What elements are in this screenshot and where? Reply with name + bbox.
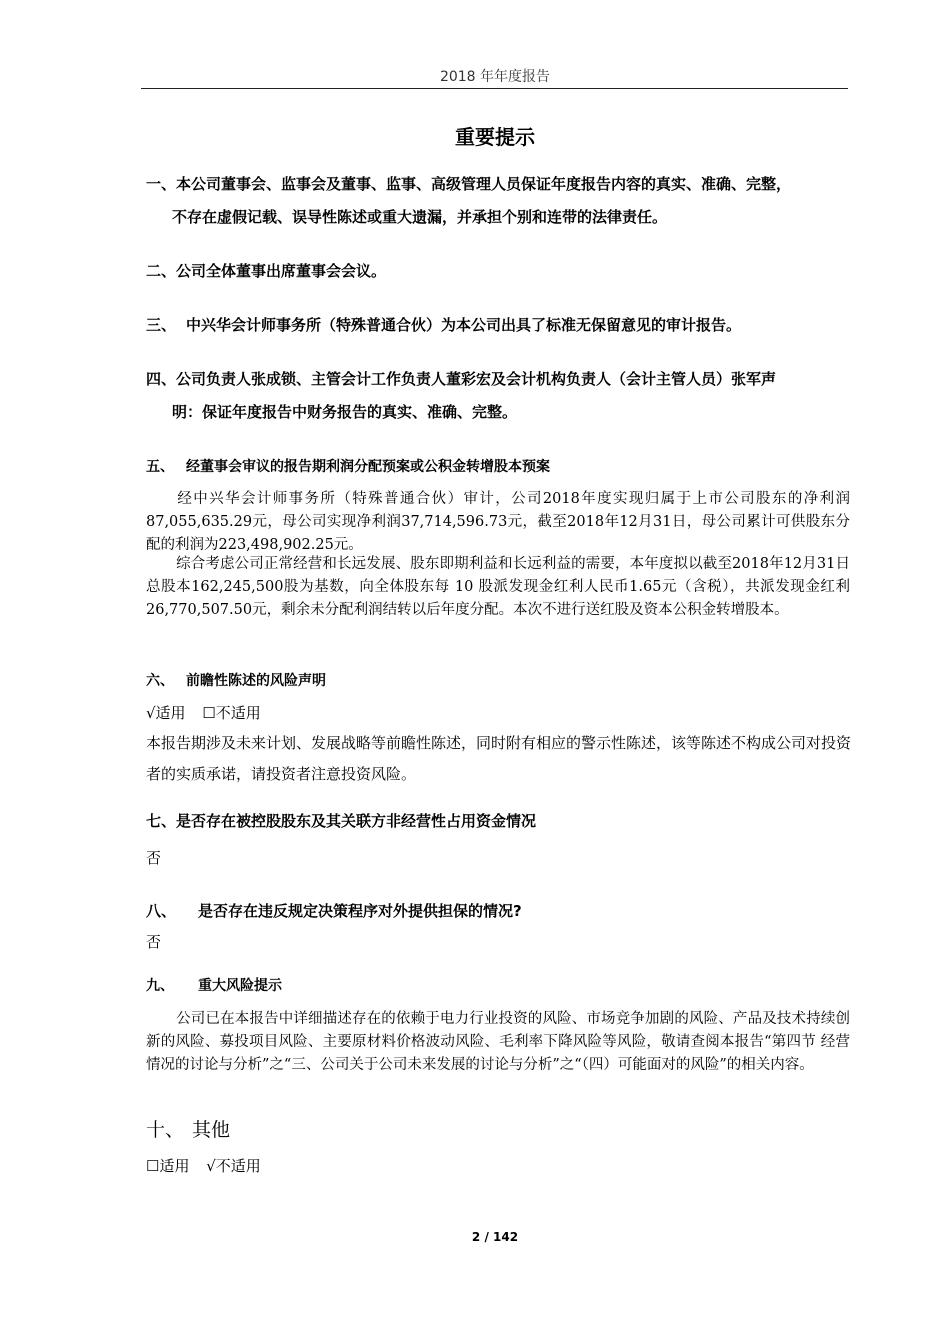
section-4 [146, 363, 858, 429]
running-header: 2018 年年度报告 [439, 69, 551, 85]
section-9-title: 重大风险提示 [198, 978, 282, 994]
section-6-heading [146, 665, 858, 698]
section-9-number: 九、 [146, 978, 174, 994]
section-8-answer: 否 [146, 933, 162, 951]
section-10-heading [146, 1117, 230, 1143]
not-applicable-checked: √不适用 [206, 1157, 261, 1175]
section-3-text: 中兴华会计师事务所（特殊普通合伙）为本公司出具了标准无保留意见的审计报告。 [186, 316, 742, 334]
dividend-paragraph-1 [146, 488, 850, 557]
section-1-line2: 不存在虚假记载、误导性陈述或重大遗漏，并承担个别和连带的法律责任。 [172, 208, 668, 226]
risk-paragraph-text: 公司已在本报告中详细描述存在的依赖于电力行业投资的风险、市场竞争加剧的风险、产品及技术持续创新的风险、募投项目风险、主要原材料价格波动风险、毛利率下降风险等风险，敬请查阅本报告“第四节 经营情况的讨论与分析”之“三、公司关于公司未来发展的讨论与分析”之“（四）可能面对的风险”的相关内容。 [146, 1011, 850, 1073]
section-7-heading: 七、是否存在被控股股东及其关联方非经营性占用资金情况 [146, 812, 537, 830]
dividend-paragraph-1-text: 经中兴华会计师事务所（特殊普通合伙）审计，公司2018年度实现归属于上市公司股东的净利润87,055,635.29元，母公司实现净利润37,714,596.73元，截至2018年12月31日，母公司累计可供股东分配的利润为223,498,902.25元。 [146, 491, 850, 553]
section-3-number: 三、 [146, 316, 177, 334]
section-9-heading [146, 970, 858, 1003]
page-title: 重要提示 [455, 125, 535, 149]
section-5-title: 经董事会审议的报告期利润分配预案或公积金转增股本预案 [186, 459, 550, 475]
section-6-applicability [146, 702, 261, 724]
risk-paragraph [146, 1008, 850, 1077]
section-7-answer: 否 [146, 849, 162, 867]
section-4-line1: 四、公司负责人张成锁、主管会计工作负责人董彩宏及会计机构负责人（会计主管人员）张军声 [146, 370, 777, 388]
section-10-number: 十、 [146, 1119, 185, 1141]
section-8-heading [146, 895, 858, 928]
header-divider [141, 88, 848, 89]
section-4-line2: 明：保证年度报告中财务报告的真实、准确、完整。 [172, 403, 518, 421]
forward-looking-statement: 本报告期涉及未来计划、发展战略等前瞻性陈述，同时附有相应的警示性陈述，该等陈述不构成公司对投资者的实质承诺，请投资者注意投资风险。 [146, 734, 852, 783]
section-1 [146, 168, 858, 234]
dividend-paragraph-2 [146, 553, 850, 622]
not-applicable-unchecked: ☐不适用 [202, 704, 261, 722]
section-6-number: 六、 [146, 673, 174, 689]
section-8-number: 八、 [146, 902, 177, 920]
section-10-title: 其他 [192, 1119, 231, 1141]
section-6-title: 前瞻性陈述的风险声明 [186, 673, 326, 689]
applicable-unchecked: ☐适用 [146, 1157, 190, 1175]
applicable-checked: √适用 [146, 704, 186, 722]
section-10-applicability [146, 1155, 261, 1177]
section-5-heading [146, 451, 858, 484]
section-8-title: 是否存在违反规定决策程序对外提供担保的情况? [198, 902, 522, 920]
section-1-line1: 一、本公司董事会、监事会及董事、监事、高级管理人员保证年度报告内容的真实、准确、完整， [146, 175, 792, 193]
section-3 [146, 309, 858, 342]
dividend-paragraph-2-text: 综合考虑公司正常经营和长远发展、股东即期利益和长远利益的需要，本年度拟以截至2018年12月31日总股本162,245,500股为基数，向全体股东每 10 股派发现金红利人民币1.65元（含税），共派发现金红利26,770,507.50元，剩余未分配利润结转以后年度分配。本次不进行送红股及资本公积金转增股本。 [146, 556, 850, 618]
section-2: 二、公司全体董事出席董事会会议。 [146, 262, 387, 280]
page-number: 2 / 142 [471, 1230, 519, 1244]
section-5-number: 五、 [146, 459, 174, 475]
